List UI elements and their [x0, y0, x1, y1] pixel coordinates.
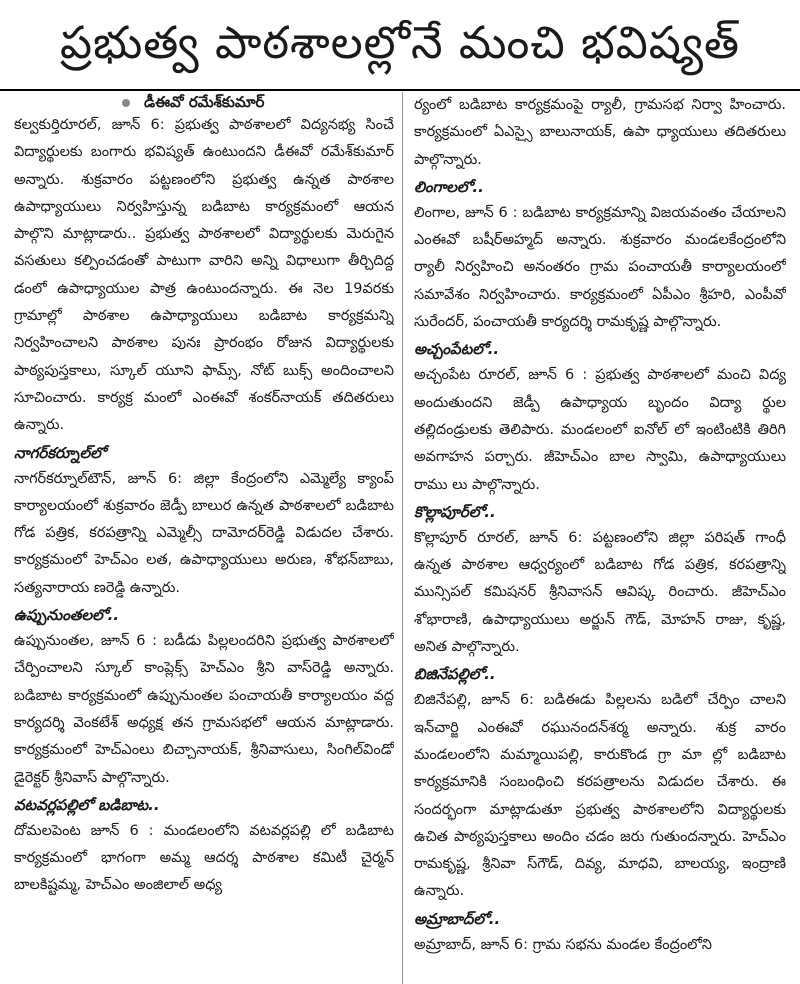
- left-column: [14, 92, 394, 900]
- headline-rule: [0, 89, 800, 91]
- headline: ప్రభుత్వ పాఠశాలల్లోనే మంచి భవిష్యత్: [59, 16, 741, 69]
- subheading-vatavarlapalli: వటవర్లపల్లిలో బడిబాట..: [14, 795, 160, 814]
- subheading-bijinepalli: బిజినేపల్లిలో..: [414, 665, 496, 684]
- subheading-uppununthala: ఉప్పునుంతలలో..: [14, 606, 119, 625]
- intro-paragraph: కల్వకుర్తిరూరల్, జూన్ 6: ప్రభుత్వ పాఠశాలలో విద్యనభ్య సించే విద్యార్థులకు బంగారు భవిష్యత్ ఉంటుందని డీఈవో రమేశ్‌కుమార్ అన్నారు. శుక్రవారం పట్టణంలోని ప్రభుత్వ ఉన్నత పాఠశాల ఉపాధ్యాయులు నిర్వహిస్తున్న బడిబాట కార్యక్రమంలో ఆయన పాల్గొని మాట్లాడారు.. ప్రభుత్వ పాఠశాలలో విద్యార్థులకు మెరుగైన వసతులు కల్పించడంతో పాటుగా వారిని అన్ని విధాలుగా తీర్చిదిద్ద డంలో ఉపాధ్యాయుల పాత్ర ఉంటుందన్నారు. ఈ నెల 19వరకు గ్రామాల్లో పాఠశాల ఉపాధ్యాయులు బడిబాట కార్యక్రమన్ని నిర్వహించాలని పాఠశాల పునః ప్రారంభం రోజున విద్యార్థులకు పాఠ్యపుస్తకాలు, స్కూల్ యూని ఫామ్స్, నోట్ బుక్స్ అందించాలని సూచించారు. కార్యక్ర మంలో ఎంఈవో శంకర్‌నాయక్ తదితరులు ఉన్నారు.: [14, 117, 394, 434]
- paragraph-vatavarlapalli: దోమలపెంట జూన్ 6 : మండలంలోని వటవర్లపల్లి లో బడిబాట కార్యక్రమంలో భాగంగా అమ్మ ఆదర్శ పాఠశాల కమిటీ చైర్మన్ బాలకిష్టమ్మ, హెచ్‌ఎం అంజిలాల్ అధ్య: [14, 822, 394, 894]
- subheading-nagarkurnool: నాగర్‌కర్నూల్‌లో: [14, 443, 106, 462]
- paragraph-bijinepalli: బిజినేపల్లి, జూన్ 6: బడిఈడు పిల్లలను బడిలో చేర్పిం చాలని ఇన్‌చార్జి ఎంఈవో రఘునందన్‌శర్మ అన్నారు. శుక్ర వారం మండలంలోని మమ్మాయిపల్లి, కారుకొండ గ్రా మా ల్లో బడిబాట కార్యక్రమానికి సంబంధించి కరపత్రాలను విడుదల చేశారు. ఈ సందర్భంగా మాట్లాడుతూ ప్రభుత్వ పాఠశాలలోని విద్యార్థులకు ఉచిత పాఠ్యపుస్తకాలు అందిం చడం జరు గుతుందన్నారు. హెచ్‌ఎం రామకృష్ణ, శ్రీనివా స్‌గౌడ్, దివ్య, మాధవి, బాలయ్య, ఇంద్రాణి ఉన్నారు.: [414, 692, 786, 900]
- paragraph-achampet: అచ్చంపేట రూరల్, జూన్ 6 : ప్రభుత్వ పాఠశాలలో మంచి విద్య అందుతుందని జెడ్పీ ఉపాధ్యాయ బృందం విద్యా ర్థుల తల్లిదండ్రులకు తెలిపారు. మండలంలో ఐనోల్ లో ఇంటింటికి తిరిగి అవగాహన పర్చారు. జీహెచ్‌ఎం బాల స్వామి, ఉపాధ్యాయులు రాము లు పాల్గొన్నారు.: [414, 367, 786, 493]
- right-column: [414, 92, 786, 959]
- subheading-lingala: లింగాలలో..: [414, 177, 484, 196]
- paragraph-nagarkurnool: నాగర్‌కర్నూల్‌టౌన్, జూన్ 6: జిల్లా కేంద్రంలోని ఎమ్మెల్యే క్యాంప్ కార్యాలయంలో శుక్రవారం జెడ్పీ బాలుర ఉన్నత పాఠశాలలో బడిబాట గోడ పత్రిక, కరపత్రాన్ని ఎమ్మెల్సీ దామోదర్‌రెడ్డి విడుదల చేశారు. కార్యక్రమంలో హెచ్‌ఎం లత, ఉపాధ్యాయులు అరుణ, శోభన్‌బాబు, సత్యనారాయ ణరెడ్డి ఉన్నారు.: [14, 470, 394, 596]
- paragraph-kollapur: కొల్లాపూర్ రూరల్, జూన్ 6: పట్టణంలోని జిల్లా పరిషత్ గాంధీ ఉన్నత పాఠశాల ఆధ్వర్యంలో బడిబాట గోడ పత్రిక, కరపత్రాన్ని మున్సిపల్ కమిషనర్ శ్రీనివాసన్ ఆవిష్క రించారు. జీహెచ్‌ఎం శోభారాణి, ఉపాధ్యాయులు అర్జున్ గౌడ్, మోహన్ రాజు, కృష్ణ, అనిత పాల్గొన్నారు.: [414, 529, 786, 656]
- byline: [14, 92, 394, 112]
- paragraph-uppununthala: ఉప్పునుంతల, జూన్ 6 : బడీడు పిల్లలందరిని ప్రభుత్వ పాఠశాలలో చేర్పించాలని స్కూల్ కాంప్లెక్స్ హెచ్‌ఎం శ్రీని వాస్‌రెడ్డి అన్నారు. బడిబాట కార్యక్రమంలో ఉప్పునుంతల పంచాయతీ కార్యాలయం వద్ద కార్యదర్శి వెంకటేశ్ అధ్యక్ష తన గ్రామసభలో ఆయన మాట్లాడారు. కార్యక్రమంలో హెచ్‌ఎంలు బిచ్చానాయక్, శ్రీనివాసులు, సింగిల్‌విండో డైరెక్టర్ శ్రీనివాస్ పాల్గొన్నారు.: [14, 633, 394, 786]
- column-divider: [402, 92, 403, 984]
- continued-paragraph: ర్యంలో బడిబాట కార్యక్రమంపై ర్యాలీ, గ్రామసభ నిర్వా హించారు. కార్యక్రమంలో ఏఎస్సై బాలునాయక్, ఉపా ధ్యాయులు తదితరులు పాల్గొన్నారు.: [414, 97, 786, 168]
- byline-text: డీఈవో రమేశ్‌కుమార్: [144, 93, 265, 111]
- bullet-icon: [122, 99, 130, 107]
- subheading-achampet: అచ్చంపేటలో..: [414, 340, 500, 359]
- paragraph-lingala: లింగాల, జూన్ 6 : బడిబాట కార్యక్రమాన్ని విజయవంతం చేయాలని ఎంఈవో బషీర్‌అహ్మద్ అన్నారు. శుక్రవారం మండలకేంద్రంలోని ర్యాలీ నిర్వహించి అనంతరం గ్రామ పంచాయతీ కార్యాలయంలో సమావేశం నిర్వహించారు. కార్యక్రమంలో ఏపీఎం శ్రీహరి, ఎంపీవో సురేందర్, పంచాయతీ కార్యదర్శి రామకృష్ణ పాల్గొన్నారు.: [414, 204, 786, 331]
- subheading-kollapur: కొల్లాపూర్‌లో..: [414, 502, 496, 521]
- paragraph-amrabad: అమ్రాబాద్, జూన్ 6: గ్రామ సభను మండల కేంద్రంలోని: [414, 936, 712, 953]
- subheading-amrabad: అమ్రాబాద్‌లో..: [414, 909, 501, 928]
